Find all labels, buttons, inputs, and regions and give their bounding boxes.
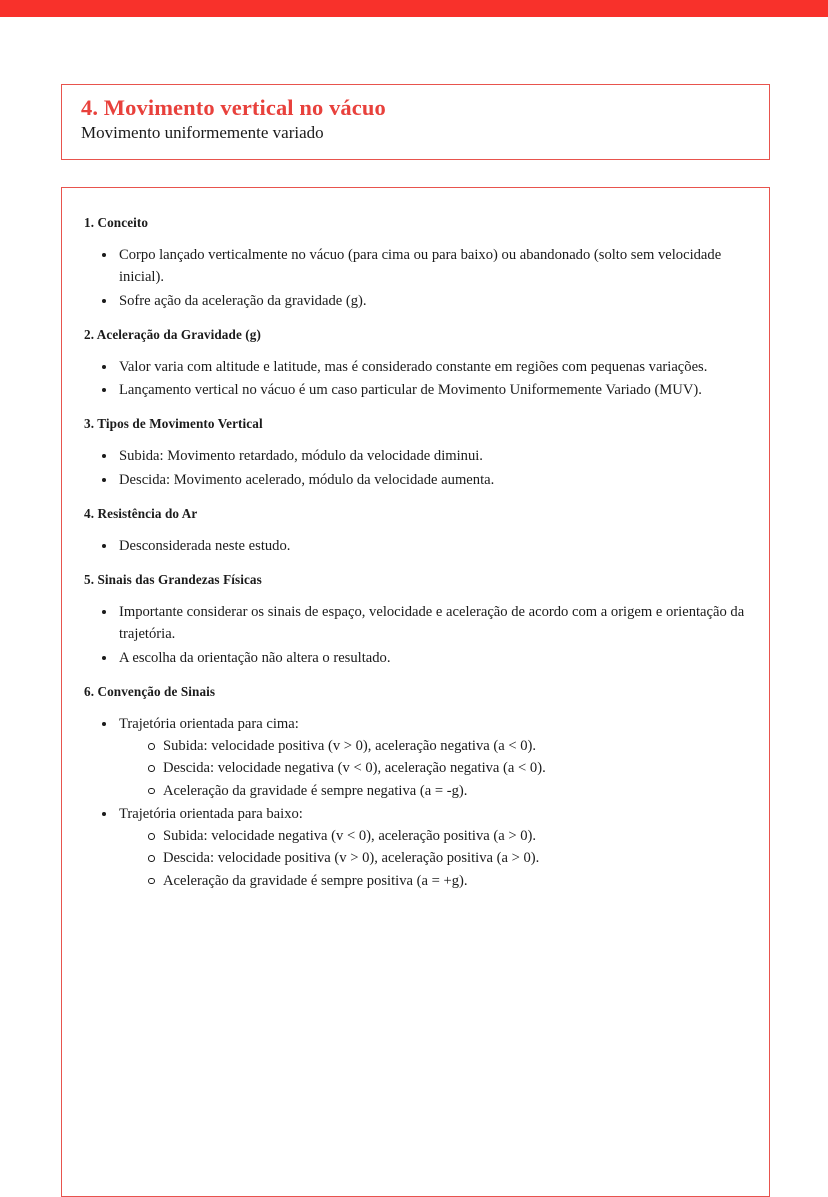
section-heading: 1. Conceito [84,215,149,230]
document-header-box [61,84,770,160]
list-item [98,601,747,645]
list-item-text: Lançamento vertical no vácuo é um caso particular de Movimento Uniformemente Variado (MUV). [119,382,702,398]
sub-list-item: Subida: velocidade positiva (v > 0), aceleração negativa (a < 0). [147,735,747,757]
sub-list-item: Descida: velocidade negativa (v < 0), aceleração negativa (a < 0). [147,757,747,779]
sub-list-item: Aceleração da gravidade é sempre negativa (a = -g). [147,780,747,802]
page-title: 4. Movimento vertical no vácuo [81,95,386,120]
list-item-text: Importante considerar os sinais de espaço, velocidade e aceleração de acordo com a origem e orientação da trajetória. [119,604,745,643]
list-item-text: Subida: Movimento retardado, módulo da velocidade diminui. [119,448,483,465]
sub-list-item: Subida: velocidade negativa (v < 0), aceleração positiva (a > 0). [147,825,747,847]
list-item [98,803,747,892]
document-content-box [61,187,770,1197]
list-item [98,244,747,288]
list-item-text: Valor varia com altitude e latitude, mas é considerado constante em regiões com pequenas variações. [119,358,708,375]
list-item-text: Corpo lançado verticalmente no vácuo (para cima ou para baixo) ou abandonado (solto sem velocidade inicial). [119,247,722,286]
sub-list-item: Descida: velocidade positiva (v > 0), aceleração positiva (a > 0). [147,847,747,869]
section-heading: 2. Aceleração da Gravidade (g) [84,326,261,342]
list-item-text: Trajetória orientada para cima: [119,715,299,732]
section [84,505,747,571]
list-item-text: Trajetória orientada para baixo: [119,805,303,822]
list-item [98,290,747,312]
bullet-list [84,445,747,490]
section-heading: 5. Sinais das Grandezas Físicas [84,572,262,587]
section [84,214,747,326]
list-item [98,445,747,467]
section [84,683,747,906]
section-heading: 6. Convenção de Sinais [84,683,216,699]
list-item [98,535,747,557]
list-item-text: Desconsiderada neste estudo. [119,537,291,554]
section [84,415,747,505]
list-item [98,469,747,491]
bullet-list [84,356,747,401]
list-item-text: Sofre ação da aceleração da gravidade (g). [119,292,367,309]
section-spacer [84,492,747,505]
list-item [98,379,747,401]
bullet-list [84,601,747,669]
list-item-text: A escolha da orientação não altera o resultado. [119,649,391,666]
list-item-text: Descida: Movimento acelerado, módulo da velocidade aumenta. [119,471,495,488]
bullet-list [84,535,747,557]
page-subtitle: Movimento uniformemente variado [81,123,324,143]
sub-bullet-list [119,735,747,802]
section-spacer [84,402,747,415]
list-item [98,647,747,669]
sub-list-item: Aceleração da gravidade é sempre positiva (a = +g). [147,870,747,892]
section-spacer [84,558,747,571]
sub-bullet-list [119,825,747,892]
section [84,326,747,416]
bullet-list [84,713,747,892]
sections-container [84,214,747,906]
section-heading: 3. Tipos de Movimento Vertical [84,416,263,432]
section-heading: 4. Resistência do Ar [84,505,198,521]
section [84,571,747,683]
section-spacer [84,670,747,683]
list-item [98,713,747,802]
section-spacer [84,313,747,326]
bullet-list [84,244,747,312]
top-accent-bar [0,0,828,17]
list-item [98,356,747,378]
section-spacer [84,893,747,906]
